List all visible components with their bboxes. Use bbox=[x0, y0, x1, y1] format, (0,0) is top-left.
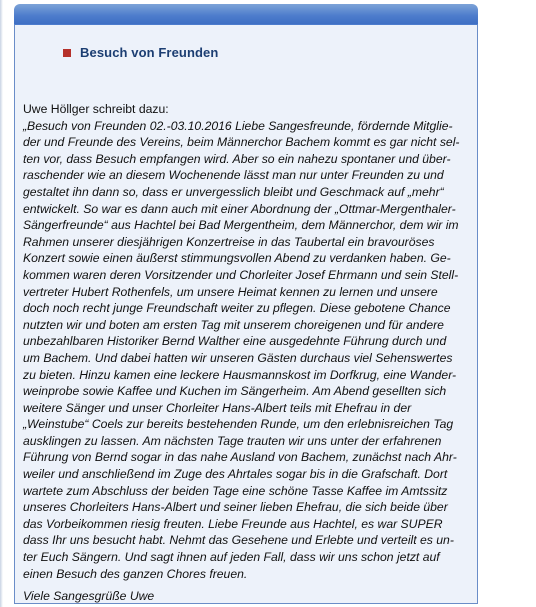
article-intro: Uwe Höllger schreibt dazu: bbox=[23, 102, 169, 116]
article-content bbox=[23, 101, 465, 605]
left-edge-shadow bbox=[0, 0, 3, 607]
section-heading bbox=[63, 45, 218, 60]
article-signature: Viele Sangesgrüße Uwe bbox=[23, 589, 155, 604]
square-bullet-icon bbox=[63, 49, 71, 57]
section-title: Besuch von Freunden bbox=[80, 45, 219, 60]
article-body: „Besuch von Freunden 02.-03.10.2016 Liebe Sangesfreunde, fördernde Mitglie- der und Freunde des Vereins, beim Männerchor Bachem kommt es gar nicht sel- ten vor, dass Besuch empfangen wird. Aber so ein nahezu spontaner und über- raschender wie an diesem Wochenende lässt man nur unter Freunden zu und gestaltet ihn dann so, dass er unvergesslich bleibt und Geschmack auf „mehr“ entwickelt. So war es dann auch mit einer Abordnung der „Ottmar-Mergenthaler- Sängerfreunde“ aus Hachtel bei Bad Mergentheim, dem Männerchor, dem wir im Rahmen unserer diesjährigen Konzertreise in das Taubertal ein bravouröses Konzert sowie einen äußerst stimmungsvollen Abend zu verdanken haben. Ge- kommen waren deren Vorsitzender und Chorleiter Josef Ehrmann und sein Stell- vertreter Hubert Rothenfels, um unsere Heimat kennen zu lernen und unsere doch noch recht junge Freundschaft weiter zu pflegen. Diese gebotene Chance nutzten wir und boten am ersten Tag mit unserem choreigenen und für andere unbezahlbaren Historiker Bernd Walther eine ausgedehnte Führung durch und um Bachem. Und dabei hatten wir unseren Gästen durchaus viel Sehenswertes zu bieten. Hinzu kamen eine leckere Hausmannskost im Dorfkrug, eine Wander- weinprobe sowie Kaffee und Kuchen im Sängerheim. Am Abend gesellten sich weitere Sänger und unser Chorleiter Hans-Albert teils mit Ehefrau in der „Weinstube“ Coels zur bereits bestehenden Runde, um den erlebnisreichen Tag ausklingen zu lassen. Am nächsten Tage trauten wir uns unter der erfahrenen Führung von Bernd sogar in das nahe Ausland von Bachem, zunächst nach Ahr- weiler und anschließend im Zuge des Ahrtales sogar bis in die Grafschaft. Dort wartete zum Abschluss der beiden Tage eine schöne Tasse Kaffee im Amtssitz unseres Chorleiters Hans-Albert und seiner lieben Ehefrau, die sich beide über das Vorbeikommen riesig freuten. Liebe Freunde aus Hachtel, es war SUPER dass Ihr uns besucht habt. Nehmt das Gesehene und Erlebte und verteilt es un- ter Euch Sängern. Und sagt ihnen auf jeden Fall, dass wir uns schon jetzt auf einen Besuch des ganzen Chores freuen. bbox=[23, 118, 460, 581]
content-panel bbox=[14, 24, 478, 604]
